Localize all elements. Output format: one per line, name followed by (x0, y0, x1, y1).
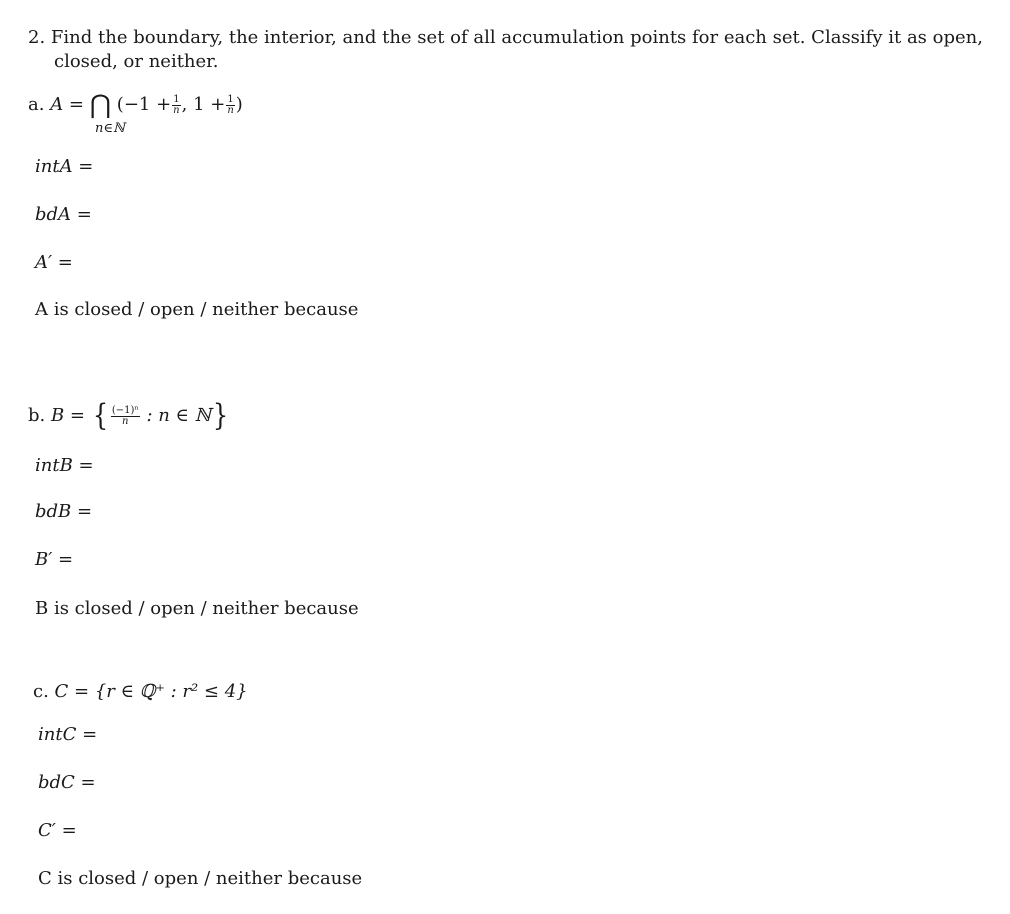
part-a-interior: intA = (35, 156, 94, 177)
interval-open: (−1 + (116, 94, 172, 115)
interval-close: ) (235, 94, 243, 115)
interval-mid: , 1 + (181, 94, 226, 115)
instruction-line-2: closed, or neither. (54, 51, 219, 72)
part-a-definition (28, 90, 243, 120)
part-b-accumulation: B′ = (35, 549, 74, 570)
part-b-classification: B is closed / open / neither because (35, 598, 359, 619)
intersection-index: n∈ℕ (95, 121, 125, 136)
part-b-lhs: B = (50, 405, 86, 426)
part-c-label: c. (33, 681, 49, 702)
part-a-label: a. (28, 94, 45, 115)
part-b-boundary: bdB = (35, 501, 93, 522)
part-a-lhs: A = (50, 94, 84, 115)
part-c-accumulation: C′ = (38, 820, 77, 841)
fraction-neg-one-power-n-over-n: $\frac{\text{(−1)ⁿ}}{n}$ (111, 404, 139, 427)
problem-number: 2. (28, 27, 46, 48)
part-c-set: C = {r ∈ ℚ⁺ : r² ≤ 4} (54, 681, 248, 702)
brace-open: { (92, 398, 108, 433)
fraction-one-over-n-2: $\frac{1}{n}$ (227, 93, 234, 116)
part-b-condition: : n ∈ ℕ (146, 405, 212, 426)
part-c-definition (33, 681, 248, 703)
part-b-interior: intB = (35, 455, 94, 476)
part-a-classification: A is closed / open / neither because (35, 299, 359, 320)
intersection-symbol: ⋂ (89, 90, 112, 120)
part-b-label: b. (28, 405, 46, 426)
brace-close: } (212, 398, 229, 433)
part-a-accumulation: A′ = (35, 252, 73, 273)
instruction-line-1: Find the boundary, the interior, and the set of all accumulation points for each set. Classify it as open, (50, 27, 983, 48)
part-c-boundary: bdC = (38, 772, 96, 793)
part-c-interior: intC = (38, 724, 98, 745)
fraction-one-over-n-1: $\frac{1}{n}$ (173, 93, 180, 116)
problem-statement (28, 27, 983, 49)
part-a-boundary: bdA = (35, 204, 92, 225)
part-c-classification: C is closed / open / neither because (38, 868, 363, 889)
part-b-definition (28, 398, 230, 433)
